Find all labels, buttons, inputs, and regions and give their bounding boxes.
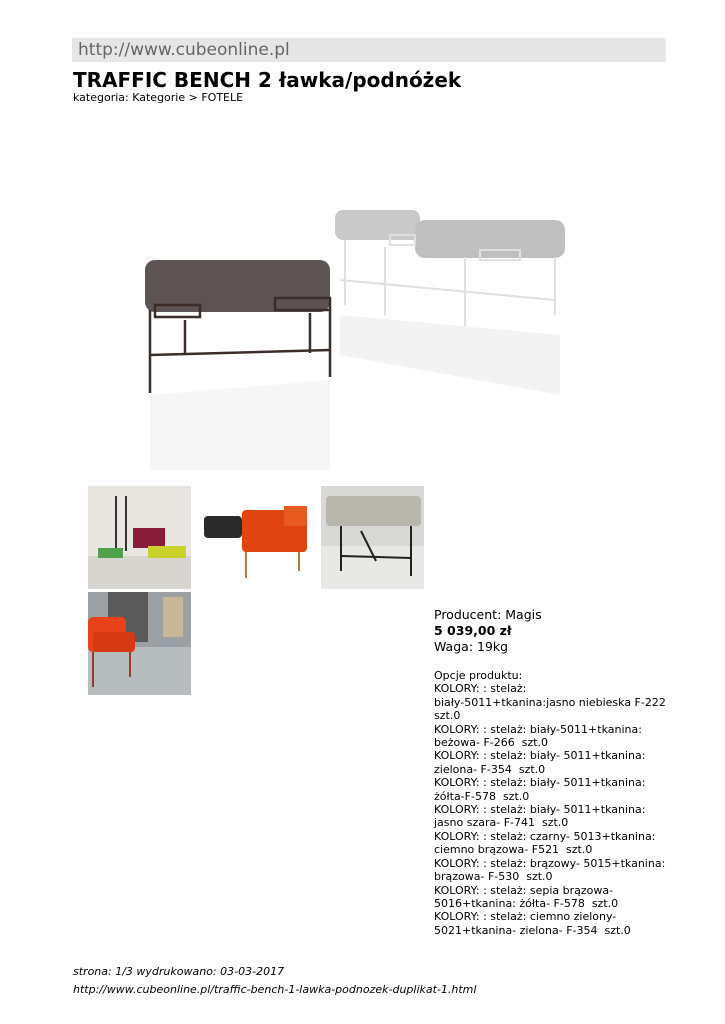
option-item: KOLORY: : stelaż: biały- 5011+tkanina: zielona- F-354 szt.0	[434, 749, 646, 776]
thumbnail-image[interactable]	[321, 486, 424, 589]
footer-page-url[interactable]: http://www.cubeonline.pl/traffic-bench-1-lawka-podnozek-duplikat-1.html	[73, 983, 477, 996]
option-item: KOLORY: : stelaż: biały-5011+tkanina:jasno niebieska F-222 szt.0	[434, 682, 666, 723]
option-item: KOLORY: : stelaż: ciemno zielony- 5021+tkanina- zielona- F-354 szt.0	[434, 910, 631, 937]
producer: Producent: Magis	[434, 607, 542, 622]
option-item: KOLORY: : stelaż: sepia brązowa- 5016+tkanina: żółta- F-578 szt.0	[434, 883, 619, 910]
main-product-image	[135, 195, 575, 475]
thumbnail-image[interactable]	[204, 486, 307, 589]
light-bench	[335, 210, 565, 395]
breadcrumb: kategoria: Kategorie > FOTELE	[73, 91, 244, 104]
weight: Waga: 19kg	[434, 639, 509, 654]
option-item: KOLORY: : stelaż: biały- 5011+tkanina: żółta-F-578 szt.0	[434, 776, 646, 803]
option-item: KOLORY: : stelaż: biały- 5011+tkanina: jasno szara- F-741 szt.0	[434, 803, 646, 830]
price: 5 039,00 zł	[434, 623, 512, 638]
option-item: KOLORY: : stelaż: biały-5011+tkanina: beżowa- F-266 szt.0	[434, 722, 642, 750]
thumbnail-image[interactable]	[88, 486, 191, 589]
product-options	[434, 669, 679, 937]
dark-ottoman	[145, 260, 330, 470]
site-url-header: http://www.cubeonline.pl	[72, 38, 666, 62]
product-title: TRAFFIC BENCH 2 ławka/podnóżek	[73, 68, 462, 92]
product-info	[434, 607, 679, 655]
footer-page-info: strona: 1/3 wydrukowano: 03-03-2017	[73, 965, 285, 978]
options-heading: Opcje produktu:	[434, 669, 523, 682]
thumbnail-image[interactable]	[88, 592, 191, 695]
option-item: KOLORY: : stelaż: czarny- 5013+tkanina: ciemno brązowa- F521 szt.0	[434, 829, 656, 857]
option-item: KOLORY: : stelaż: brązowy- 5015+tkanina: brązowa- F-530 szt.0	[434, 856, 666, 884]
